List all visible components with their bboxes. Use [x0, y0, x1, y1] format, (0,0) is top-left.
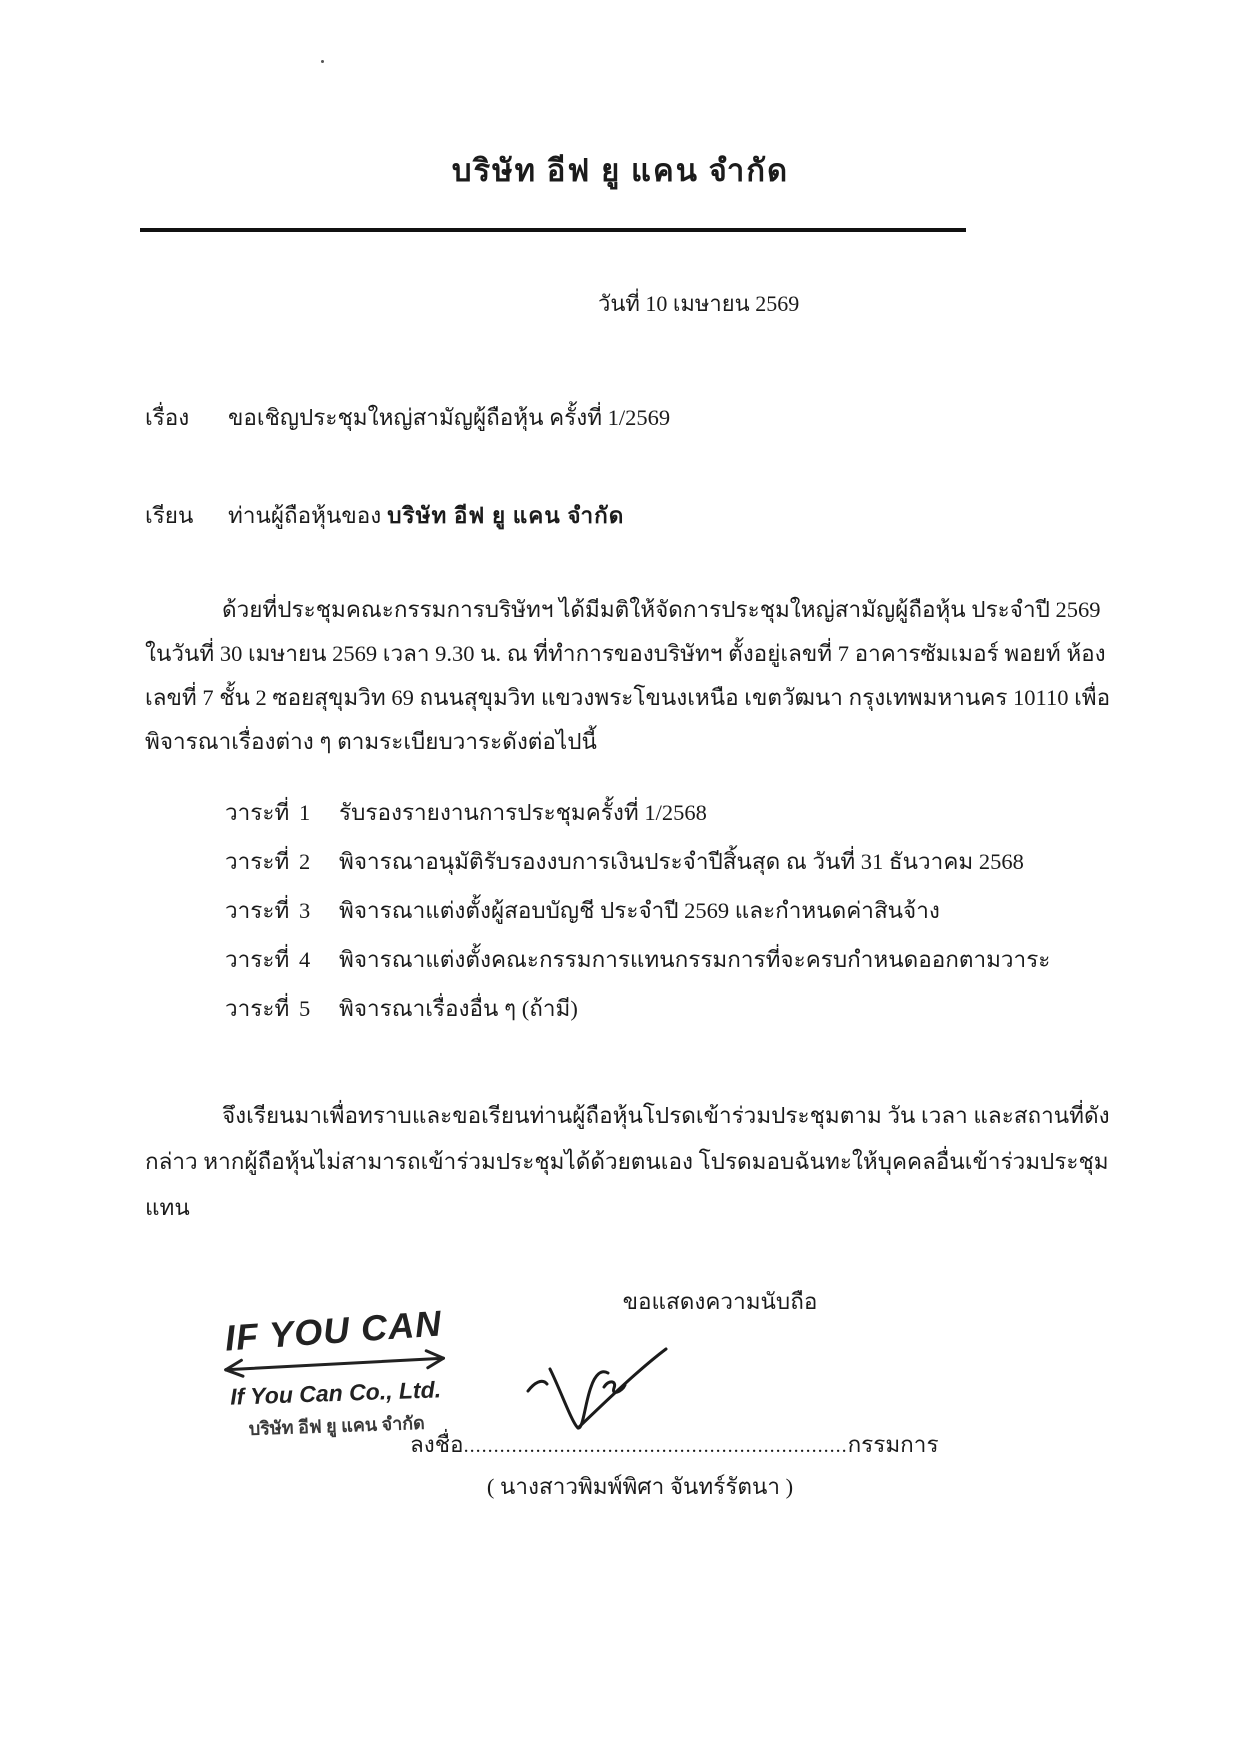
scan-artifact-dot [321, 60, 324, 63]
agenda-item-label: วาระที่ [225, 996, 290, 1021]
recipient-text [228, 497, 624, 533]
agenda-item [225, 886, 1125, 935]
sign-role: กรรมการ [847, 1432, 939, 1457]
stamp-company-th: บริษัท อีฟ ยู แคน จำกัด [248, 1412, 426, 1440]
subject-label: เรื่อง [145, 405, 190, 430]
agenda-item-label: วาระที่ [225, 898, 290, 923]
agenda-item [225, 984, 1125, 1033]
stamp-company-en: If You Can Co., Ltd. [229, 1376, 442, 1410]
sign-label: ลงชื่อ [410, 1432, 464, 1457]
agenda-item-text: พิจารณาเรื่องอื่น ๆ (ถ้ามี) [339, 996, 578, 1021]
signer-name: ( นางสาวพิมพ์พิศา จันทร์รัตนา ) [486, 1474, 794, 1499]
company-stamp [208, 1302, 462, 1445]
agenda-item-label: วาระที่ [225, 800, 290, 825]
title-divider [140, 228, 966, 232]
agenda-item-number: 5 [299, 996, 311, 1021]
agenda-item-label: วาระที่ [225, 947, 290, 972]
agenda-item-text: พิจารณาแต่งตั้งผู้สอบบัญชี ประจำปี 2569 และกำหนดค่าสินจ้าง [339, 898, 940, 923]
agenda-item-text: พิจารณาอนุมัติรับรองงบการเงินประจำปีสิ้นสุด ณ วันที่ 31 ธันวาคม 2568 [339, 849, 1024, 874]
signature-line [410, 1426, 939, 1462]
subject-row [145, 399, 1125, 435]
agenda-list [225, 788, 1125, 1033]
agenda-item [225, 935, 1125, 984]
agenda-item [225, 837, 1125, 886]
sign-dots: ................................................................ [463, 1435, 848, 1457]
agenda-item-number: 3 [299, 898, 311, 923]
company-title: บริษัท อีฟ ยู แคน จำกัด [451, 153, 790, 188]
respect-line: ขอแสดงความนับถือ [622, 1289, 818, 1314]
recipient-label: เรียน [145, 503, 194, 528]
agenda-item-label: วาระที่ [225, 849, 290, 874]
agenda-item-text: พิจารณาแต่งตั้งคณะกรรมการแทนกรรมการที่จะครบกำหนดออกตามวาระ [339, 947, 1051, 972]
agenda-item-text: รับรองรายงานการประชุมครั้งที่ 1/2568 [339, 800, 707, 825]
stamp-brand-text: IF YOU CAN [223, 1302, 444, 1359]
agenda-item [225, 788, 1125, 837]
date-line: วันที่ 10 เมษายน 2569 [598, 291, 800, 316]
subject-text: ขอเชิญประชุมใหญ่สามัญผู้ถือหุ้น ครั้งที่ 1/2569 [228, 405, 671, 430]
recipient-prefix: ท่านผู้ถือหุ้นของ [228, 503, 382, 528]
recipient-row [145, 497, 1125, 533]
closing-paragraph: จึงเรียนมาเพื่อทราบและขอเรียนท่านผู้ถือหุ้นโปรดเข้าร่วมประชุมตาม วัน เวลา และสถานที่ดังกล่าว หากผู้ถือหุ้นไม่สามารถเข้าร่วมประชุมได้ด้วยตนเอง โปรดมอบฉันทะให้บุคคลอื่นเข้าร่วมประชุมแทน [145, 1103, 1110, 1220]
agenda-item-number: 4 [299, 947, 311, 972]
agenda-item-number: 1 [299, 800, 311, 825]
recipient-company: บริษัท อีฟ ยู แคน จำกัด [387, 503, 625, 528]
agenda-item-number: 2 [299, 849, 311, 874]
body-paragraph: ด้วยที่ประชุมคณะกรรมการบริษัทฯ ได้มีมติให้จัดการประชุมใหญ่สามัญผู้ถือหุ้น ประจำปี 2569 ในวันที่ 30 เมษายน 2569 เวลา 9.30 น. ณ ที่ทำการของบริษัทฯ ตั้งอยู่เลขที่ 7 อาคารซัมเมอร์ พอยท์ ห้องเลขที่ 7 ชั้น 2 ซอยสุขุมวิท 69 ถนนสุขุมวิท แขวงพระโขนงเหนือ เขตวัฒนา กรุงเทพมหานคร 10110 เพื่อพิจารณาเรื่องต่าง ๆ ตามระเบียบวาระดังต่อไปนี้ [145, 597, 1111, 754]
